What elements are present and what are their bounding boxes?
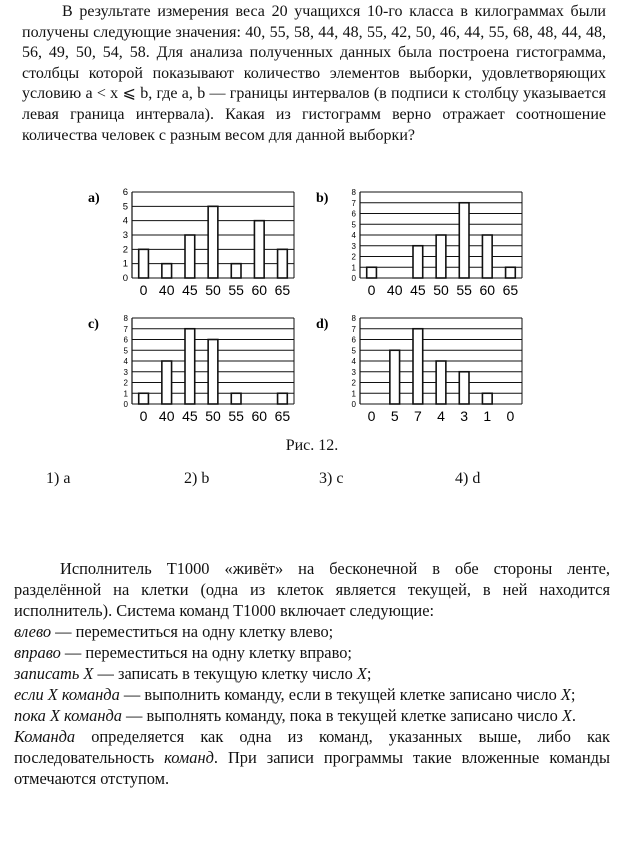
x-tick-label: 0 <box>139 282 148 298</box>
histogram-panel-label: b) <box>316 191 329 206</box>
command-if <box>14 684 610 705</box>
y-tick-label: 5 <box>351 346 356 356</box>
histogram-bar <box>208 340 218 405</box>
command-right <box>14 642 610 663</box>
y-tick-label: 6 <box>351 209 356 219</box>
histogram-svg <box>88 312 308 430</box>
x-tick-label: 60 <box>251 408 268 424</box>
histogram-bar <box>185 235 195 278</box>
y-tick-label: 7 <box>123 324 128 334</box>
y-tick-label: 4 <box>123 357 128 366</box>
command-write-end: ; <box>366 664 372 683</box>
command-if-var: X <box>560 685 571 704</box>
y-tick-label: 3 <box>351 367 356 377</box>
y-tick-label: 2 <box>122 244 128 256</box>
x-tick-label: 40 <box>386 282 403 298</box>
y-tick-label: 5 <box>123 346 128 356</box>
x-tick-label: 45 <box>182 408 198 424</box>
histogram-bar <box>139 393 149 404</box>
x-tick-label: 5 <box>390 408 399 424</box>
x-tick-label: 45 <box>182 282 198 298</box>
y-tick-label: 0 <box>351 400 356 409</box>
command-write-keyword: записать X <box>14 664 94 683</box>
command-while-end: . <box>571 706 576 725</box>
x-tick-label: 4 <box>437 408 445 424</box>
y-tick-label: 3 <box>123 367 128 377</box>
histogram-bar <box>278 393 288 404</box>
histogram-bar <box>231 264 241 278</box>
y-tick-label: 4 <box>351 357 356 366</box>
histogram-panel-label: a) <box>88 191 100 206</box>
command-left-desc: — переместиться на одну клетку влево; <box>51 622 334 641</box>
y-tick-label: 2 <box>123 378 128 388</box>
histogram-bar <box>231 393 241 404</box>
command-right-desc: — переместиться на одну клетку вправо; <box>60 643 352 662</box>
x-tick-label: 50 <box>205 408 221 424</box>
x-tick-label: 40 <box>158 408 175 424</box>
histogram-bar <box>185 329 195 404</box>
x-tick-label: 55 <box>228 408 244 424</box>
histogram-bar <box>254 221 264 278</box>
figure-caption: Рис. 12. <box>285 437 339 454</box>
y-tick-label: 1 <box>122 258 128 270</box>
problem1-text <box>22 2 606 146</box>
histogram-panel-label: d) <box>316 317 329 332</box>
histogram-bar <box>436 235 446 278</box>
x-tick-label: 65 <box>274 282 291 298</box>
command-definition <box>14 726 610 789</box>
histogram-bar <box>459 203 469 278</box>
command-if-desc: — выполнить команду, если в текущей клетке записано число <box>119 685 561 704</box>
x-tick-label: 0 <box>506 408 515 424</box>
y-tick-label: 8 <box>351 188 356 197</box>
command-while <box>14 705 610 726</box>
histogram-bar <box>208 206 218 278</box>
command-while-desc: — выполнять команду, пока в текущей клетке записано число <box>121 706 562 725</box>
y-tick-label: 7 <box>351 324 356 334</box>
y-tick-label: 4 <box>351 231 356 240</box>
y-tick-label: 1 <box>351 263 356 273</box>
x-tick-label: 0 <box>139 408 148 424</box>
x-tick-label: 7 <box>413 408 422 424</box>
x-tick-label: 65 <box>274 408 291 424</box>
answer-option-3[interactable]: 3) c <box>319 470 344 487</box>
answer-options <box>0 470 624 492</box>
histogram-bar <box>436 361 446 404</box>
problem1-body: В результате измерения веса 20 учащихся 10-го класса в килограммах были получены следующие значения: 40, 55, 58, 44, 48, 55, 42, 50, 46, 44, 55, 68, 48, 44, 48, 56, 49, 50, 54, 58. Для анализа полученных данных была построена гистограмма, столбцы которой показывают количество элементов выборки, удовлетворяющих условию a < x ⩽ b, где a, b — границы интервалов (в подписи к столбцу указывается левая граница интервала). Какая из гистограмм верно отражает соотношение количества человек с разным весом для данной выборки? <box>22 3 606 144</box>
x-tick-label: 65 <box>502 282 519 298</box>
y-tick-label: 2 <box>351 252 356 262</box>
y-tick-label: 6 <box>351 335 356 345</box>
x-tick-label: 3 <box>460 408 469 424</box>
command-write-desc: — записать в текущую клетку число <box>93 664 357 683</box>
histogram-svg <box>316 186 536 304</box>
command-definition-text1: определяется как одна из команд, указанных выше, либо как последовательность <box>14 727 610 767</box>
command-write <box>14 663 610 684</box>
y-tick-label: 5 <box>351 220 356 230</box>
histogram-svg <box>316 312 536 430</box>
x-tick-label: 50 <box>433 282 449 298</box>
problem2-text <box>14 558 610 789</box>
histogram-bar <box>482 393 492 404</box>
y-tick-label: 1 <box>351 389 356 399</box>
command-left-keyword: влево <box>14 622 52 641</box>
y-tick-label: 6 <box>122 187 128 198</box>
histogram-d <box>316 312 536 430</box>
problem2-intro: Исполнитель Т1000 «живёт» на бесконечной в обе стороны ленте, разделённой на клетки (одна из клеток является текущей, в ней находится исполнитель). Система команд Т1000 включает следующие: <box>14 559 610 620</box>
histogram-bar <box>413 246 423 278</box>
x-tick-label: 60 <box>251 282 268 298</box>
y-tick-label: 8 <box>123 314 128 323</box>
command-definition-keyword: Команда <box>14 727 76 746</box>
histogram-bar <box>482 235 492 278</box>
y-tick-label: 8 <box>351 314 356 323</box>
command-if-keyword: если X команда <box>14 685 120 704</box>
x-tick-label: 50 <box>205 282 221 298</box>
histogram-bar <box>367 267 377 278</box>
y-tick-label: 0 <box>123 400 128 409</box>
answer-option-4[interactable]: 4) d <box>455 470 481 487</box>
command-while-var: X <box>561 706 572 725</box>
y-tick-label: 4 <box>122 215 128 227</box>
histogram-b <box>316 186 536 304</box>
command-if-end: ; <box>570 685 576 704</box>
histogram-c <box>88 312 308 430</box>
histogram-svg <box>88 186 308 304</box>
histogram-bar <box>413 329 423 404</box>
y-tick-label: 0 <box>122 273 128 284</box>
y-tick-label: 7 <box>351 198 356 208</box>
histogram-bar <box>459 372 469 404</box>
histogram-bar <box>278 249 288 278</box>
answer-option-2[interactable]: 2) b <box>184 470 210 487</box>
histogram-panel-label: c) <box>88 317 99 332</box>
histogram-bar <box>390 350 400 404</box>
x-tick-label: 0 <box>367 282 376 298</box>
y-tick-label: 2 <box>351 378 356 388</box>
x-tick-label: 45 <box>410 282 426 298</box>
x-tick-label: 1 <box>483 408 492 424</box>
y-tick-label: 5 <box>122 201 128 213</box>
histogram-bar <box>162 264 172 278</box>
x-tick-label: 55 <box>456 282 472 298</box>
y-tick-label: 1 <box>123 389 128 399</box>
histogram-bar <box>506 267 516 278</box>
command-right-keyword: вправо <box>14 643 61 662</box>
command-left <box>14 621 610 642</box>
command-while-keyword: пока X команда <box>14 706 122 725</box>
x-tick-label: 60 <box>479 282 496 298</box>
command-definition-text2: . При записи программы такие вложенные команды отмечаются отступом. <box>14 748 610 788</box>
command-definition-keyword2: команд <box>164 748 214 767</box>
command-write-var: X <box>356 664 367 683</box>
x-tick-label: 40 <box>158 282 175 298</box>
y-tick-label: 6 <box>123 335 128 345</box>
answer-option-1[interactable]: 1) a <box>46 470 71 487</box>
histogram-a <box>88 186 308 304</box>
y-tick-label: 0 <box>351 274 356 283</box>
histogram-bar <box>162 361 172 404</box>
x-tick-label: 55 <box>228 282 244 298</box>
y-tick-label: 3 <box>351 241 356 251</box>
y-tick-label: 3 <box>122 230 128 241</box>
histogram-bar <box>139 249 149 278</box>
x-tick-label: 0 <box>367 408 376 424</box>
